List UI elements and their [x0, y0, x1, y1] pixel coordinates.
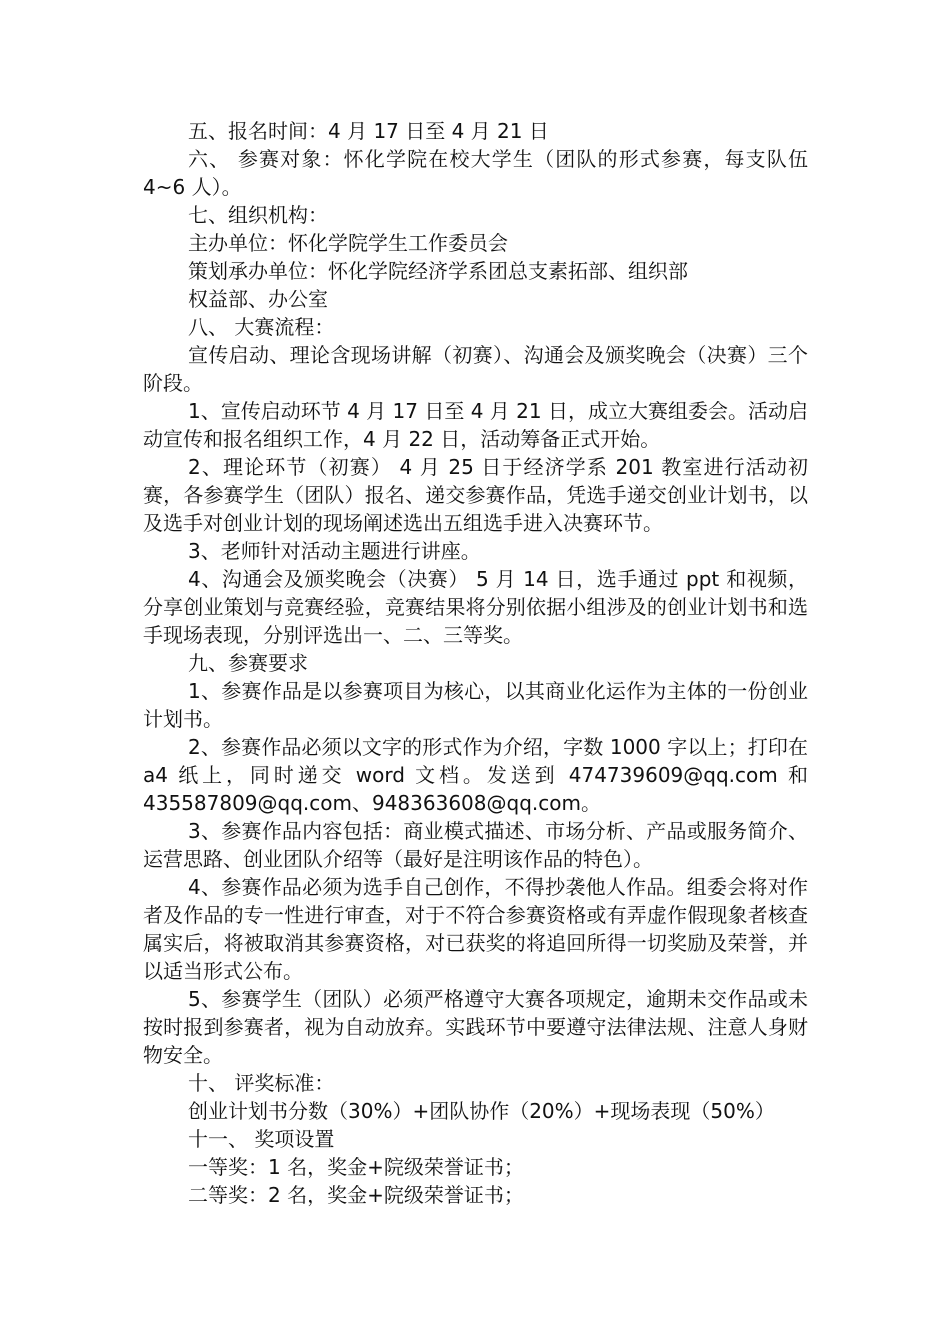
- co-organizer-continued: 权益部、办公室: [188, 287, 328, 311]
- requirement-1: 1、参赛作品是以参赛项目为核心，以其商业化运作为主体的一份创业计划书。: [143, 679, 808, 731]
- requirement-2: 2、参赛作品必须以文字的形式作为介绍，字数 1000 字以上；打印在 a4 纸上，同时递交 word 文档。发送到 474739609@qq.com 和 435587809@qq.com、948363608@qq.com。: [143, 735, 808, 815]
- section-participants: 六、 参赛对象：怀化学院在校大学生（团队的形式参赛，每支队伍 4~6 人）。: [143, 147, 808, 199]
- section-requirements-heading: 九、参赛要求: [188, 651, 308, 675]
- section-organization-heading: 七、组织机构：: [188, 203, 328, 227]
- criteria-line: 创业计划书分数（30%）+团队协作（20%）+现场表现（50%）: [188, 1099, 775, 1123]
- requirement-5: 5、参赛学生（团队）必须严格遵守大赛各项规定，逾期未交作品或未按时报到参赛者，视为自动放弃。实践环节中要遵守法律法规、注意人身财物安全。: [143, 987, 808, 1067]
- section-registration-time: 五、报名时间：4 月 17 日至 4 月 21 日: [188, 119, 549, 143]
- requirement-3: 3、参赛作品内容包括：商业模式描述、市场分析、产品或服务简介、运营思路、创业团队介绍等（最好是注明该作品的特色）。: [143, 819, 808, 871]
- process-overview: 宣传启动、理论含现场讲解（初赛）、沟通会及颁奖晚会（决赛）三个阶段。: [143, 343, 808, 395]
- process-step-1: 1、宣传启动环节 4 月 17 日至 4 月 21 日，成立大赛组委会。活动启动宣传和报名组织工作，4 月 22 日，活动筹备正式开始。: [143, 399, 808, 451]
- section-criteria-heading: 十、 评奖标准：: [188, 1071, 335, 1095]
- process-step-3: 3、老师针对活动主题进行讲座。: [188, 539, 481, 563]
- document-page: [143, 117, 808, 1209]
- process-step-2: 2、理论环节（初赛） 4 月 25 日于经济学系 201 教室进行活动初赛，各参赛学生（团队）报名、递交参赛作品，凭选手递交创业计划书，以及选手对创业计划的现场阐述选出五组选手进入决赛环节。: [143, 455, 808, 535]
- organizer-line: 主办单位：怀化学院学生工作委员会: [188, 231, 508, 255]
- award-second-prize: 二等奖：2 名，奖金+院级荣誉证书；: [188, 1183, 524, 1207]
- section-awards-heading: 十一、 奖项设置: [188, 1127, 335, 1151]
- process-step-4: 4、沟通会及颁奖晚会（决赛） 5 月 14 日，选手通过 ppt 和视频，分享创业策划与竞赛经验，竞赛结果将分别依据小组涉及的创业计划书和选手现场表现，分别评选出一、二、三等奖。: [143, 567, 808, 647]
- requirement-4: 4、参赛作品必须为选手自己创作，不得抄袭他人作品。组委会将对作者及作品的专一性进行审查，对于不符合参赛资格或有弄虚作假现象者核查属实后，将被取消其参赛资格，对已获奖的将追回所得一切奖励及荣誉，并以适当形式公布。: [143, 875, 808, 983]
- co-organizer-line: 策划承办单位：怀化学院经济学系团总支素拓部、组织部: [188, 259, 688, 283]
- section-process-heading: 八、 大赛流程：: [188, 315, 335, 339]
- award-first-prize: 一等奖：1 名，奖金+院级荣誉证书；: [188, 1155, 524, 1179]
